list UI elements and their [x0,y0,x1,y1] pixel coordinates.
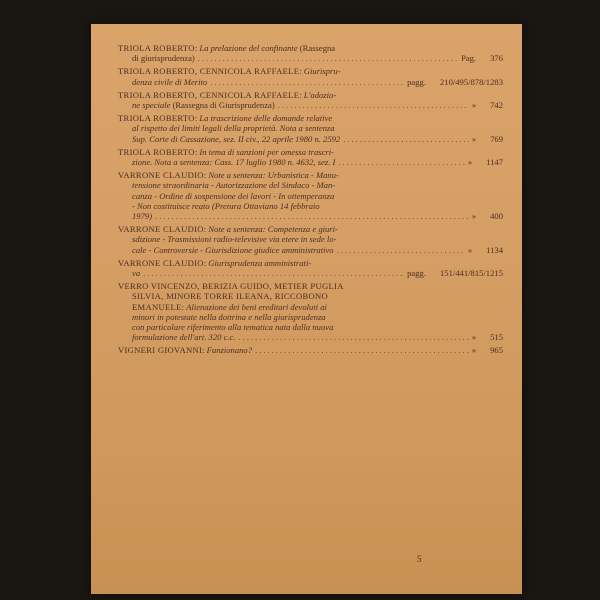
author-name: TRIOLA ROBERTO [118,43,195,53]
entry-line [118,191,503,201]
index-entry [118,113,503,144]
entry-text [118,345,252,355]
entry-last-line [118,77,503,87]
title-text: va [132,268,141,279]
page-value: 151/441/815/1215 [439,268,503,279]
title-text: Giurisprudenza amministrati- [208,257,312,268]
page-value: 376 [490,53,503,64]
entry-line [118,224,503,234]
page-label: Pag. [461,53,477,64]
page-reference [468,157,503,167]
leader-dots [210,77,404,87]
entry-last-line [118,53,503,63]
entry-text [132,134,340,144]
entry-line [118,113,503,123]
page-label: pagg. [407,76,426,87]
entry-line [118,281,503,291]
page-value: 400 [490,211,503,222]
author-name: VIGNERI GIOVANNI [118,345,203,356]
entry-last-line [118,345,503,355]
page-reference [472,134,503,144]
entry-line [118,302,503,312]
page-reference [472,332,503,342]
title-text: Sup. Corte di Cassazione, sez. II civ., 22 aprile 1980 n. 2592 [132,133,341,144]
page-reference [472,211,503,221]
author-name: EMANUELE [132,301,182,312]
author-name: TRIOLA ROBERTO [118,113,195,124]
index-entry [118,170,503,221]
page-reference [472,345,503,355]
entry-text [132,157,335,167]
entry-text: : [203,170,209,181]
page-number: 5 [417,554,422,564]
index-entry [118,281,503,342]
title-text: In tema di sanzioni per omessa trascri- [199,146,335,157]
index-entry [118,90,503,110]
page-value: 1134 [486,244,503,255]
entry-line [118,147,503,157]
entry-text [132,245,334,255]
index-entry [118,224,503,255]
page-reference [468,245,503,255]
entry-text [132,268,140,278]
entry-text [132,77,207,87]
entry-text: : [203,224,209,235]
entry-text: : [194,146,200,157]
entry-line [118,322,503,332]
page-value: 965 [490,345,503,356]
entry-text: : [181,301,187,312]
entry-last-line [118,332,503,342]
entry-text: di giurisprudenza) [132,53,195,64]
entry-text: : [299,89,304,100]
title-text: Funzionano? [206,345,253,356]
title-text: con particolare riferimento alla tematica nata dalla nuova [132,322,334,333]
entry-line [118,180,503,190]
entry-line [118,170,503,180]
leader-dots [255,345,469,355]
page-label: » [471,345,477,356]
leader-dots [278,100,469,110]
leader-dots [343,134,469,144]
title-text: tensione straordinaria - Autorizzazione del Sindaco - Man- [132,180,336,191]
entry-line [118,312,503,322]
title-text: Alienazione dei beni ereditari devoluti ai [186,301,327,312]
title-text: denza civile di Merito [132,76,208,87]
author-name: VARRONE CLAUDIO [118,224,204,235]
index-list [118,43,503,359]
author-name: TRIOLA ROBERTO, CENNICOLA RAFFAELE [118,89,300,100]
author-name: TRIOLA ROBERTO, CENNICOLA RAFFAELE [118,66,300,77]
page-reference [407,77,503,87]
entry-text: (Rassegna di Giurisprudenza) [170,100,275,111]
page-label: » [471,133,477,144]
title-text: sdizione - Trasmissioni radio-televisive via etere in sede lo- [132,234,337,245]
title-text: Note a sentenza: Urbanistica - Manu- [208,170,339,181]
author-name: VARRONE CLAUDIO [118,257,204,268]
entry-text [132,100,275,110]
title-text: ne speciale [132,100,171,111]
entry-line [118,66,503,76]
page-value: 210/495/878/1283 [439,76,503,87]
title-text: Giurispru- [303,66,341,77]
title-text: al rispetto dei limiti legali della proprietà. Nota a sentenza [132,123,335,134]
author-name: VARRONE CLAUDIO [118,170,204,181]
entry-text [132,332,236,342]
leader-dots [198,53,458,63]
title-text: cale - Controversie - Giurisdizione giudice amministrativo [132,244,334,255]
entry-last-line [118,157,503,167]
entry-last-line [118,268,503,278]
entry-last-line [118,134,503,144]
author-name: SILVIA, MINORE TORRE ILEANA, RICCOBONO [132,291,329,302]
page-value: 515 [490,332,503,343]
entry-text: : [194,43,200,53]
entry-text: : [202,345,207,356]
page-reference [407,268,503,278]
entry-line [118,258,503,268]
index-entry [118,43,503,63]
page-value: 769 [490,133,503,144]
title-text: La prelazione del confinante [199,43,298,53]
entry-text: (Rassegna [297,43,336,53]
page-label: » [467,244,473,255]
leader-dots [338,157,464,167]
title-text: La trascrizione delle domande relative [199,113,333,124]
leader-dots [337,245,465,255]
entry-line [118,234,503,244]
leader-dots [143,268,404,278]
index-entry [118,147,503,167]
page-label: » [471,211,477,222]
title-text: formulazione dell'art. 320 c.c. [132,332,236,343]
title-text: Note a sentenza: Competenza e giuri- [208,224,338,235]
page-label: » [471,100,477,111]
title-text: - Non costituisce reato (Pretura Ottaviano 14 febbraio [132,200,320,211]
index-entry [118,345,503,355]
entry-last-line [118,211,503,221]
entry-text: : [203,257,209,268]
title-text: canza - Ordine di sospensione dei lavori - In ottemperanza [132,190,335,201]
entry-text: : [299,66,304,77]
entry-text: : [194,113,200,124]
entry-last-line [118,245,503,255]
author-name: VERRO VINCENZO, BERIZIA GUIDO, METIER PUGLIA [118,281,344,292]
entry-last-line [118,100,503,110]
entry-line [118,123,503,133]
entry-text [132,53,195,63]
title-text: minori in potestate nella dottrina e nella giurisprudenza [132,311,326,322]
index-entry [118,66,503,86]
title-text: 1979) [132,211,153,222]
book-page [91,24,522,594]
title-text: zione. Nota a sentenza: Cass. 17 luglio 1980 n. 4632, sez. I [132,157,336,168]
entry-line [118,201,503,211]
page-value: 742 [490,100,503,111]
leader-dots [155,211,469,221]
page-label: » [471,332,477,343]
page-value: 1147 [486,157,503,168]
entry-text [132,211,152,221]
page-reference [461,53,503,63]
entry-line [118,90,503,100]
page-reference [472,100,503,110]
index-entry [118,258,503,278]
entry-line [118,43,503,53]
author-name: TRIOLA ROBERTO [118,146,195,157]
title-text: L'adozio- [303,89,337,100]
entry-line [118,291,503,301]
page-label: » [467,157,473,168]
leader-dots [239,332,469,342]
page-label: pagg. [407,268,426,279]
